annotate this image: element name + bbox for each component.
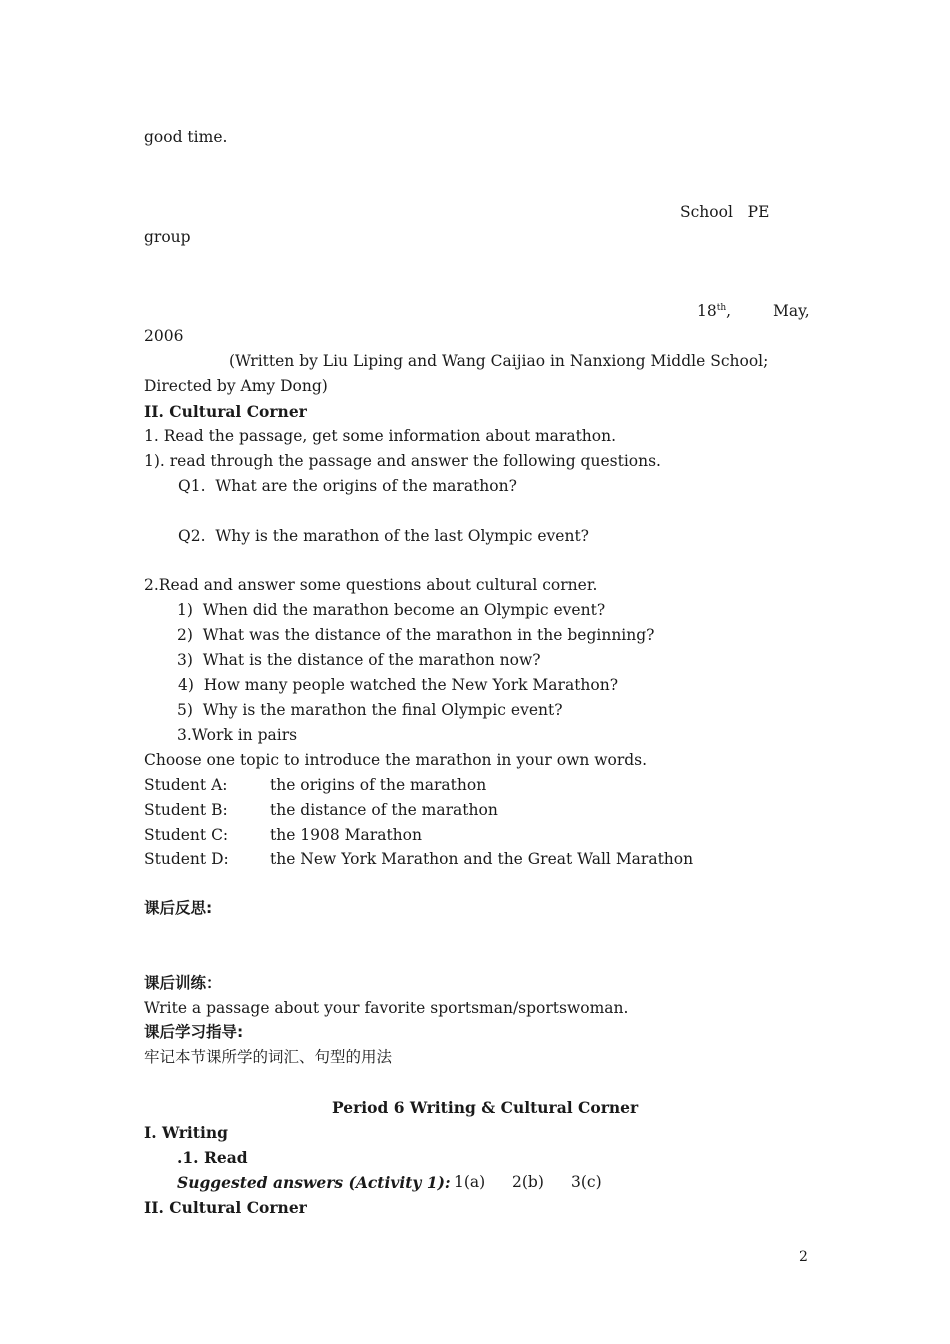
letter-closing-line: good time. bbox=[144, 128, 228, 146]
letter-signature-line2: group bbox=[144, 228, 191, 246]
credit-line2: Directed by Amy Dong) bbox=[144, 377, 328, 395]
question-q2: Q2. Why is the marathon of the last Olympic event? bbox=[178, 527, 589, 545]
reading-question-4: 4) How many people watched the New York Marathon? bbox=[178, 676, 619, 694]
task3-text: 3.Work in pairs bbox=[177, 726, 298, 744]
read-item: .1. Read bbox=[177, 1148, 248, 1167]
answer-2: 2(b) bbox=[512, 1173, 544, 1191]
training-text: Write a passage about your favorite sportsman/sportswoman. bbox=[144, 999, 629, 1017]
student-c-label: Student C: bbox=[144, 826, 229, 844]
guidance-text: 牢记本节课所学的词汇、句型的用法 bbox=[144, 1048, 393, 1066]
date-day-number: 18 bbox=[697, 302, 717, 321]
student-a-label: Student A: bbox=[144, 776, 228, 794]
letter-signature-line1: School PE bbox=[680, 203, 770, 221]
letter-date-day bbox=[697, 304, 731, 320]
task1-text: 1. Read the passage, get some information about marathon. bbox=[144, 427, 617, 445]
student-b-topic: the distance of the marathon bbox=[270, 801, 498, 819]
reading-question-1: 1) When did the marathon become an Olympic event? bbox=[177, 601, 606, 619]
answer-1: 1(a) bbox=[454, 1173, 486, 1191]
period6-title: Period 6 Writing & Cultural Corner bbox=[332, 1098, 639, 1117]
task2-text: 2.Read and answer some questions about cultural corner. bbox=[144, 576, 598, 594]
letter-date-year: 2006 bbox=[144, 327, 184, 345]
student-a-topic: the origins of the marathon bbox=[270, 776, 487, 794]
question-q1: Q1. What are the origins of the marathon? bbox=[178, 477, 517, 495]
date-comma: , bbox=[726, 302, 732, 321]
answer-3: 3(c) bbox=[571, 1173, 602, 1191]
student-d-topic: the New York Marathon and the Great Wall Marathon bbox=[270, 850, 694, 868]
task3-instruction: Choose one topic to introduce the marathon in your own words. bbox=[144, 751, 648, 769]
writing-heading: I. Writing bbox=[144, 1123, 228, 1142]
reading-question-3: 3) What is the distance of the marathon now? bbox=[177, 651, 541, 669]
student-c-topic: the 1908 Marathon bbox=[270, 826, 422, 844]
credit-line1: (Written by Liu Liping and Wang Caijiao in Nanxiong Middle School; bbox=[229, 352, 769, 370]
letter-date-month: May, bbox=[773, 302, 810, 320]
student-b-label: Student B: bbox=[144, 801, 228, 819]
training-heading: 课后训练： bbox=[144, 974, 222, 992]
suggested-answers-label: Suggested answers (Activity 1): bbox=[177, 1173, 451, 1192]
period6-cultural-corner-heading: II. Cultural Corner bbox=[144, 1198, 307, 1217]
cultural-corner-heading: II. Cultural Corner bbox=[144, 402, 307, 421]
reading-question-2: 2) What was the distance of the marathon in the beginning? bbox=[177, 626, 655, 644]
reading-question-5: 5) Why is the marathon the final Olympic event? bbox=[177, 701, 563, 719]
task1-sub-text: 1). read through the passage and answer the following questions. bbox=[144, 452, 661, 470]
page-number: 2 bbox=[799, 1249, 808, 1265]
date-day-suffix: th bbox=[716, 303, 727, 313]
guidance-heading: 课后学习指导: bbox=[144, 1023, 244, 1041]
reflection-heading: 课后反思: bbox=[144, 899, 213, 917]
student-d-label: Student D: bbox=[144, 850, 229, 868]
